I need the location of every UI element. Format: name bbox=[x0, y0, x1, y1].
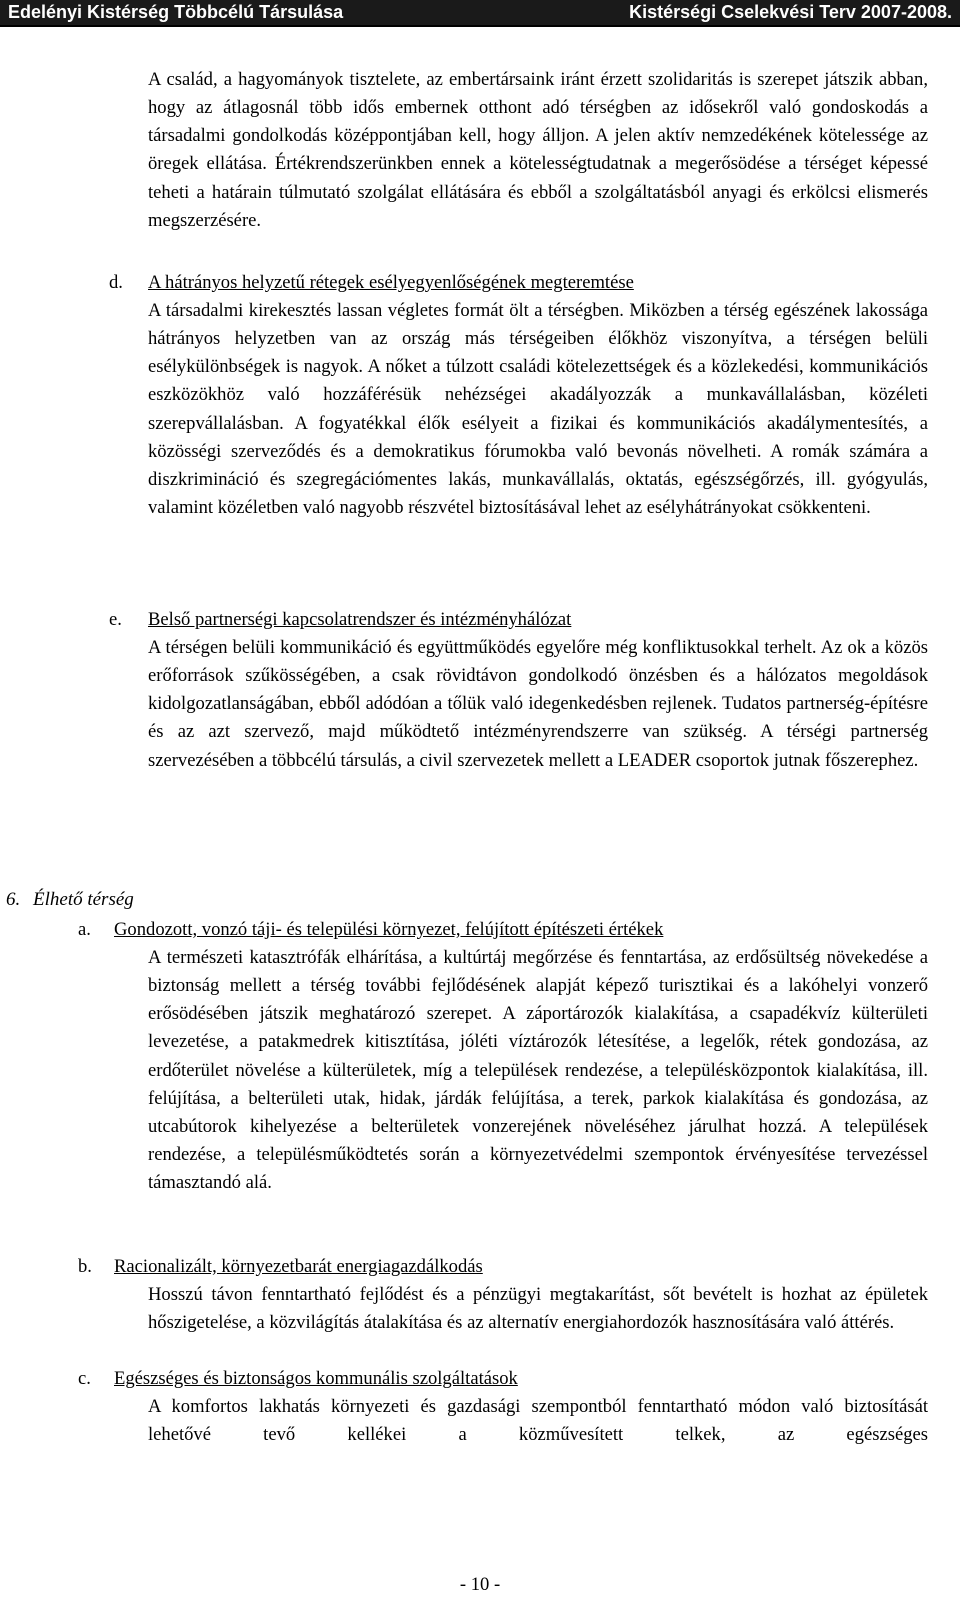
item-6c-body bbox=[148, 1393, 928, 1449]
item-d-marker: d. bbox=[109, 272, 123, 293]
header-document-title: Kistérségi Cselekvési Terv 2007-2008. bbox=[629, 2, 952, 22]
item-6b-title: Racionalizált, környezetbarát energiagazdálkodás bbox=[114, 1256, 483, 1277]
intro-text: A család, a hagyományok tisztelete, az embertársaink iránt érzett szolidaritás is szerepet játszik abban, hogy az átlagosnál több idős embernek otthont adó térségben az idősekről való gondoskodás a társadalmi gondolkodás középpontjában kell, hogy álljon. A jelen aktív nemzedékének kötelessége az öregek ellátása. Értékrendszerünkben ennek a kötelességtudatnak a megerősödése a térséget képessé teheti a határain túlmutató szolgálat ellátására és ebből a szolgáltatásból anyagi és erkölcsi elismerés megszerzésére. bbox=[148, 69, 928, 231]
item-e-title: Belső partnerségi kapcsolatrendszer és intézményhálózat bbox=[148, 609, 572, 630]
item-6b-marker: b. bbox=[78, 1256, 92, 1277]
item-d-title: A hátrányos helyzetű rétegek esélyegyenlőségének megteremtése bbox=[148, 272, 634, 293]
item-e-text: A térségen belüli kommunikáció és együttműködés egyelőre még konfliktusokkal terhelt. Az ok a közös erőforrások szűkösségében, a csak rövidtávon gondolkodó önzésben és a hálózatos megoldások kidolgozatlanságában, ebből adódóan a tőlük való idegenkedésben rejlenek. Tudatos partnerség-építésre és az azt szervező, majd működtető intézményrendszerre van szükség. A térségi partnerség szervezésében a többcélú társulás, a civil szervezetek mellett a LEADER csoportok jutnak főszerephez. bbox=[148, 637, 928, 771]
item-6a-body bbox=[148, 944, 928, 1197]
header-organization: Edelényi Kistérség Többcélú Társulása bbox=[8, 2, 344, 22]
section-6-number: 6. bbox=[6, 889, 21, 910]
item-6b-text: Hosszú távon fenntartható fejlődést és a pénzügyi megtakarítást, sőt bevételt is hozhat az épületek hőszigetelése, a közvilágítás átalakítása és az alternatív energiahordozók hasznosítására való áttérés. bbox=[148, 1284, 928, 1334]
item-6a-title: Gondozott, vonzó táji- és települési környezet, felújított építészeti értékek bbox=[114, 919, 664, 940]
item-6c-marker: c. bbox=[78, 1368, 91, 1389]
item-d-body bbox=[148, 297, 928, 522]
item-6a-text: A természeti katasztrófák elhárítása, a kultúrtáj megőrzése és fenntartása, az erdősültség növekedése a biztonság mellett a térség további fejlődésének alapját képező turisztikai és a lakóhelyi vonzerő erősödésében játszik meghatározó szerepet. A záportározók kialakítása, a csapadékvíz külterületi levezetése, a patakmedrek kitisztítása, jóléti víztározók létesítése, a legelők, rétek gondozása, az erdőterület növelése a külterületek, míg a települések rendezése, a településközpontok kialakítása, ill. felújítása, a belterületi utak, hidak, járdák felújítása, a terek, parkok kialakítása és gondozása, az utcabútorok kihelyezése a belterületek vonzerejének növeléséhez járulhat hozzá. A települések rendezése, a településműködtetés során a környezetvédelmi szempontok érvényesítése tervezéssel támasztandó alá. bbox=[148, 947, 928, 1194]
item-e-body bbox=[148, 634, 928, 775]
page-header bbox=[0, 0, 960, 27]
item-6b-body bbox=[148, 1281, 928, 1337]
item-6c-title: Egészséges és biztonságos kommunális szolgáltatások bbox=[114, 1368, 518, 1389]
item-d-text: A társadalmi kirekesztés lassan végletes formát ölt a térségben. Miközben a térség egészének lakossága hátrányos helyzetben van az ország más térségeiben élőkhöz viszonyítva, a térségen belüli esélykülönbségek is nagyok. A nőket a túlzott családi kötelezettségek és a közlekedési, kommunikációs eszközökhöz való hozzáférésük nehézségei akadályozzák a munkavállalásban, közéleti szerepvállalásban. A fogyatékkal élők esélyeit a fizikai és kommunikációs akadálymentesítés, a közösségi szerveződés és a demokratikus fórumokba való bevonás növelheti. A romák számára a diszkrimináció és szegregációmentes lakás, munkavállalás, oktatás, egészségőrzés, ill. gyógyulás, valamint közéletben való nagyobb részvétel biztosításával lehet az esélyhátrányokat csökkenteni. bbox=[148, 300, 928, 519]
item-6a-marker: a. bbox=[78, 919, 91, 940]
section-6-heading bbox=[6, 886, 134, 914]
page-number: - 10 - bbox=[459, 1574, 501, 1595]
item-e-marker: e. bbox=[109, 609, 122, 630]
item-6c-text: A komfortos lakhatás környezeti és gazdasági szempontból fenntartható módon való biztosítását lehetővé tevő kellékei a közművesített telkek, az egészséges bbox=[148, 1396, 928, 1446]
intro-paragraph bbox=[148, 66, 928, 235]
section-6-title: Élhető térség bbox=[33, 889, 134, 910]
